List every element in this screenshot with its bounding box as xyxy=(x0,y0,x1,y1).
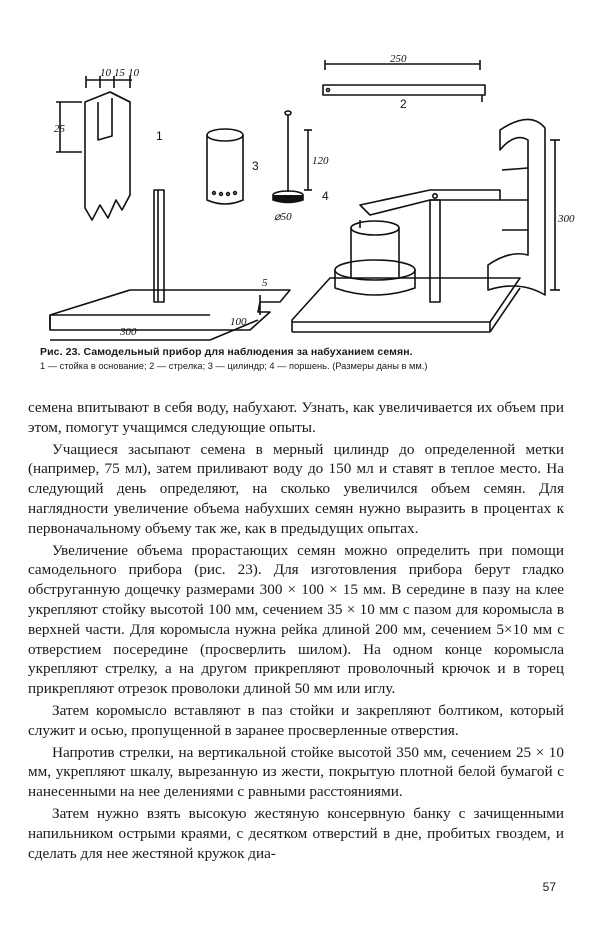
body-text xyxy=(28,398,564,863)
post-piece xyxy=(85,92,130,220)
dim-5: 5 xyxy=(262,277,268,289)
dim-300: 300 xyxy=(120,326,137,338)
left-base-board xyxy=(50,290,290,330)
caption-legend: 1 — стойка в основание; 2 — стрелка; 3 — цилиндр; 4 — поршень. (Размеры даны в мм.) xyxy=(40,361,428,371)
right-base-board xyxy=(292,278,520,322)
device-drawing xyxy=(30,40,575,350)
label-2: 2 xyxy=(400,97,407,111)
paragraph-6: Затем нужно взять высокую жестяную консервную банку с зачищенными напильником острыми краями, с десятком отверстий в дне, пробитых гвоздем, и сделать для нее жестяной кружок диа- xyxy=(28,804,564,862)
dim-25: 25 xyxy=(54,123,65,135)
label-1: 1 xyxy=(156,129,163,143)
dim-120: 120 xyxy=(312,155,329,167)
dim-250: 250 xyxy=(390,53,407,65)
paragraph-3: Увеличение объема прорастающих семян можно определить при помощи самодельного прибора (рис. 23). Для изготовления прибора берут гладко обструганную дощечку размерами 300 × 100 × 15 мм. В середине в пазу на клее укрепляют стойку высотой 100 мм, сечением 35 × 10 мм с пазом для коромысла в верхней части. Для коромысла нужна рейка длиной 200 мм, сечением 5×10 мм с отверстием посередине (просверлить шилом). На одном конце коромысла укрепляют стрелку, а на другом прикрепляют проволочный крючок и в торец прикрепляют отрезок проволоки длиной 50 мм или иглу. xyxy=(28,541,564,698)
label-3: 3 xyxy=(252,159,259,173)
page-number: 57 xyxy=(542,880,556,894)
label-4: 4 xyxy=(322,189,329,203)
caption-title: Рис. 23. Самодельный прибор для наблюдения за набуханием семян. xyxy=(40,346,413,358)
dim-10b: 10 xyxy=(128,67,139,79)
paragraph-4: Затем коромысло вставляют в паз стойки и закрепляют болтиком, который служит и осью, пропущенной в заранее просверленные отверстия. xyxy=(28,701,564,739)
dim-15: 15 xyxy=(114,67,125,79)
paragraph-5: Напротив стрелки, на вертикальной стойке высотой 350 мм, сечением 25 × 10 мм, укрепляют шкалу, вырезанную из жести, покрытую плотной белой бумагой с нанесенными на нее делениями с равными расстояниями. xyxy=(28,743,564,801)
paragraph-2: Учащиеся засыпают семена в мерный цилиндр до определенной метки (например, 75 мл), затем приливают воду до 150 мл и ставят в теплое место. На следующий день определяют, на сколько увеличился объем семян. Для наглядности увеличение объема набухших семян нужно выразить в процентах к первоначальному объему так же, как в предыдущих опытах. xyxy=(28,440,564,537)
device-illustration xyxy=(30,40,575,350)
cylinder-top xyxy=(207,129,243,141)
paragraph-1: семена впитывают в себя воду, набухают. Узнать, как увеличивается их объем при этом, помогут учащимся следующие опыты. xyxy=(28,399,564,436)
dim-10a: 10 xyxy=(100,67,111,79)
dim-100: 100 xyxy=(230,316,247,328)
figure-caption xyxy=(40,346,570,371)
dim-50: ⌀50 xyxy=(274,211,292,223)
dim-300-vertical: 300 xyxy=(558,213,575,225)
